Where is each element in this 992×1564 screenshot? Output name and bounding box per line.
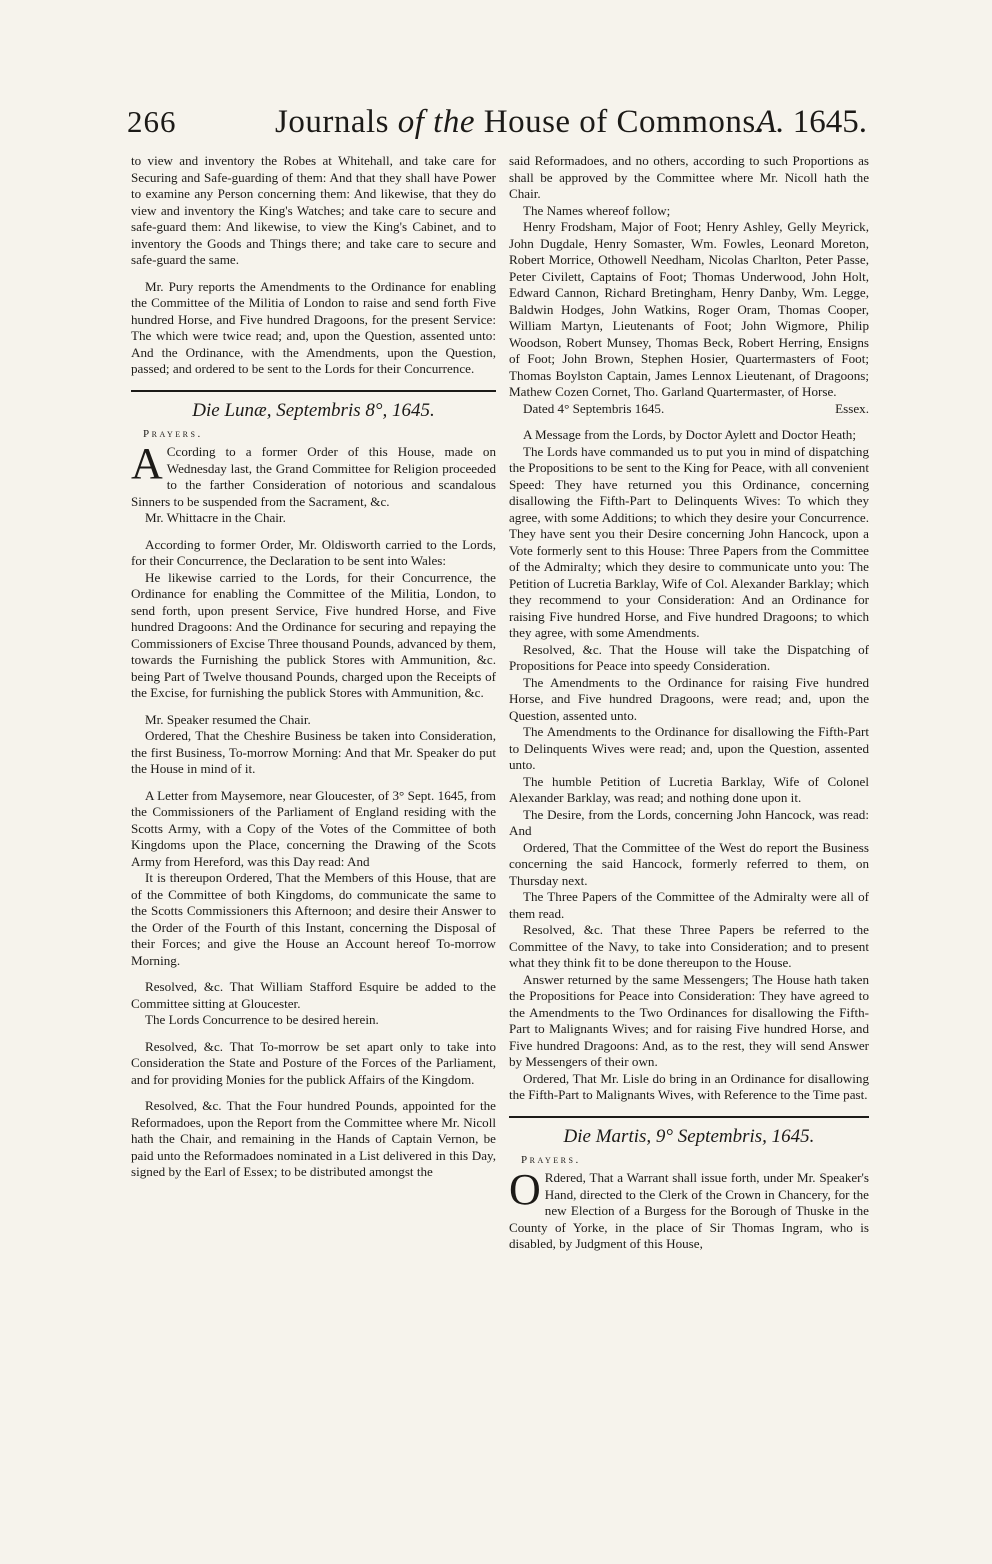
- paragraph: The Names whereof follow;: [523, 202, 671, 218]
- left-column: [131, 153, 496, 1181]
- date-heading: Die Martis, 9° Septembris, 1645.: [563, 1125, 815, 1147]
- paragraph: A Message from the Lords, by Doctor Aylett and Doctor Heath;: [523, 427, 856, 442]
- year-value: 1645.: [792, 104, 867, 140]
- names-list: Henry Frodsham, Major of Foot; Henry Ashley, Gelly Meyrick, John Dugdale, Henry Somaster, Wm. Fowles, Leonard Moreton, Robert Morrice, Othowell Needham, Nicolas Charlton, Peter Passe, Peter Civilett, Captains of Foot; Thomas Underwood, John Holt, Edward Cannon, Richard Bretingham, Henry Danby, Wm. Legge, Baldwin Hodges, John Watkins, Roger Oram, Thomas Cooper, William Martyn, Lieutenants of Foot; John Wigmore, Philip Woodson, Robert Munsey, Thomas Beck, Robert Herring, Ensigns of Foot; John Brown, Stephen Hosier, Quartermasters of Foot; Thomas Boylston Captain, James Lennox Lieutenant, of Dragoons; Mathew Cozen Cornet, Tho. Garland Quartermaster, of Horse.: [509, 219, 869, 399]
- date-heading: Die Lunæ, Septembris 8°, 1645.: [192, 399, 435, 421]
- drop-cap: O: [509, 1165, 541, 1214]
- paragraph: [509, 1165, 869, 1253]
- paragraph: The Amendments to the Ordinance for raising Five hundred Horse, and Five hundred Dragoons, were read; and, upon the Question, assented unto.: [509, 674, 869, 723]
- signature: Essex.: [835, 400, 869, 416]
- paragraph: The Amendments to the Ordinance for disallowing the Fifth-Part to Delinquents Wives were read; and, upon the Question, assented unto.: [509, 724, 869, 772]
- paragraph: Ordered, That the Committee of the West do report the Business concerning the said Hancock, formerly referred to them, on Thursday next.: [509, 839, 869, 888]
- paragraph: Resolved, &c. That the House will take the Dispatching of Propositions for Peace into speedy Consideration.: [509, 641, 869, 673]
- paragraph: Resolved, &c. That To-morrow be set apart only to take into Consideration the State and Posture of the Forces of the Parliament, and for providing Monies for the publick Affairs of the Kingdom.: [131, 1038, 496, 1087]
- paragraph: Resolved, &c. That William Stafford Esquire be added to the Committee sitting at Gloucester.: [131, 979, 496, 1011]
- paragraph: The Lords Concurrence to be desired herein.: [145, 1012, 379, 1027]
- paragraph: Ordered, That the Cheshire Business be taken into Consideration, the first Business, To-morrow Morning: And that Mr. Speaker do put the House in mind of it.: [131, 728, 496, 776]
- paragraph: According to former Order, Mr. Oldisworth carried to the Lords, for their Concurrence, the Declaration to be sent into Wales:: [131, 536, 496, 568]
- paragraph: Mr. Whittacre in the Chair.: [145, 510, 286, 525]
- paragraph: [131, 439, 496, 510]
- paragraph: to view and inventory the Robes at Whitehall, and take care for Securing and Safe-guarding of them: And that they shall have Power to examine any Person concerning them: And likewise, that they do view and inventory the King's Watches; and take care to secure and safe-guard them: And likewise, to view the King's Cabinet, and to inventory the Goods and Things there; and take care to secure and safe-guard the same.: [131, 153, 496, 267]
- paragraph: Mr. Speaker resumed the Chair.: [145, 711, 311, 727]
- year-prefix: A.: [756, 104, 785, 140]
- paragraph: Resolved, &c. That these Three Papers be referred to the Committee of the Navy, to take into Consideration; and to present what they think fit to be done thereupon to the House.: [509, 922, 869, 970]
- right-column: [509, 153, 869, 1253]
- paragraph: Ordered, That Mr. Lisle do bring in an Ordinance for disallowing the Fifth-Part to Malignants Wives, with Reference to the Time past.: [509, 1070, 869, 1102]
- dated-line: [509, 401, 869, 418]
- paragraph-text: Rdered, That a Warrant shall issue forth, under Mr. Speaker's Hand, directed to the Clerk of the Crown in Chancery, for the new Election of a Burgess for the Borough of Thuske in the County of Yorke, in the place of Sir Thomas Ingram, who is disabled, by Judgment of this House,: [509, 1170, 869, 1251]
- running-title-italic: of the: [397, 104, 484, 140]
- running-header: [127, 104, 867, 148]
- section-divider: [131, 390, 496, 392]
- paragraph: Resolved, &c. That the Four hundred Pounds, appointed for the Reformadoes, upon the Report from the Committee where Mr. Nicoll hath the Chair, and remaining in the Hands of Captain Vernon, be paid unto the Reformadoes nominated in a List delivered in this Day, signed by the Earl of Essex; to be distributed amongst the: [131, 1098, 496, 1179]
- date-text: Dated 4° Septembris 1645.: [523, 400, 665, 416]
- running-title: [275, 104, 764, 141]
- paragraph: The Desire, from the Lords, concerning John Hancock, was read: And: [509, 806, 869, 838]
- paragraph: A Letter from Maysemore, near Gloucester, of 3° Sept. 1645, from the Commissioners of the Parliament of England residing with the Scotts Army, with a Copy of the Votes of the Committee of both Kingdoms upon the Place, concerning the Drawing of the Scots Army from Hereford, was this Day read: And: [131, 787, 496, 869]
- paragraph: said Reformadoes, and no others, according to such Proportions as shall be approved by the Committee where Mr. Nicoll hath the Chair.: [509, 153, 869, 201]
- year-label: [756, 104, 867, 141]
- paragraph-text: Ccording to a former Order of this House, made on Wednesday last, the Grand Committee for Religion proceeded to the farther Consideration of notorious and scandalous Sinners to be suspended from the Sacrament, &c.: [131, 444, 496, 509]
- paragraph: He likewise carried to the Lords, for their Concurrence, the Ordinance for enabling the Committee of the Militia, London, to send forth, upon present Service, Five hundred Horse, and Five hundred Dragoons: And the Ordinance for securing and repaying the Commissioners of Excise Three thousand Pounds, advanced by them, towards the Furnishing the publick Stores with Ammunition, &c. being Part of Twelve thousand Pounds, charged upon the Receipts of the Excise, for furnishing the publick Stores with Ammunition, &c.: [131, 569, 496, 700]
- paragraph: Answer returned by the same Messengers; The House hath taken the Propositions for Peace into Consideration: They have agreed to the Amendments to the Two Ordinances for disallowing the Fifth-Part to Malignants Wives; and for raising Five hundred Horse, and Five hundred Dragoons: And, as to the rest, they will send Answer by Messengers of their own.: [509, 971, 869, 1069]
- paragraph: The Three Papers of the Committee of the Admiralty were all of them read.: [509, 889, 869, 921]
- running-title-part: Journals: [275, 104, 398, 140]
- paragraph: The Lords have commanded us to put you in mind of dispatching the Propositions to be sent to the King for Peace, with all convenient Speed: They have returned you this Ordinance, concerning disallowing the Fifth-Part to Delinquents Wives: To which they agree, with some Additions; to which they desire your Concurrence. They have sent you their Desire concerning John Hancock, upon a Vote formerly sent to this House: Three Papers from the Committee of the Admiralty; which they desire to communicate unto you: The Petition of Lucretia Barklay, Wife of Col. Alexander Barklay; which they recommend to your Consideration: And an Ordinance for raising Five hundred Horse, and Five hundred Dragoons; to which they agree, with some Amendments.: [509, 443, 869, 640]
- paragraph: Mr. Pury reports the Amendments to the Ordinance for enabling the Committee of the Militia of London to raise and send forth Five hundred Horse, and Five hundred Dragoons, for the present Service: The which were twice read; and, upon the Question, assented unto: And the Ordinance, with the Amendments, upon the Question, passed; and ordered to be sent to the Lords for their Concurrence.: [131, 278, 496, 376]
- prayers-label: Prayers.: [143, 427, 203, 440]
- paragraph: The humble Petition of Lucretia Barklay, Wife of Colonel Alexander Barklay, was read; and nothing done upon it.: [509, 773, 869, 805]
- drop-cap: A: [131, 439, 163, 488]
- paragraph: It is thereupon Ordered, That the Members of this House, that are of the Committee of both Kingdoms, do communicate the same to the Scotts Commissioners this Afternoon; and desire their Answer to the Order of the Fourth of this Instant, concerning the Disposal of their Forces; and give the House an Account hereof To-morrow Morning.: [131, 870, 496, 968]
- page-number: 266: [127, 104, 177, 139]
- section-divider: [509, 1116, 869, 1118]
- running-title-part: House of Commons.: [483, 104, 765, 140]
- prayers-label: Prayers.: [521, 1153, 581, 1166]
